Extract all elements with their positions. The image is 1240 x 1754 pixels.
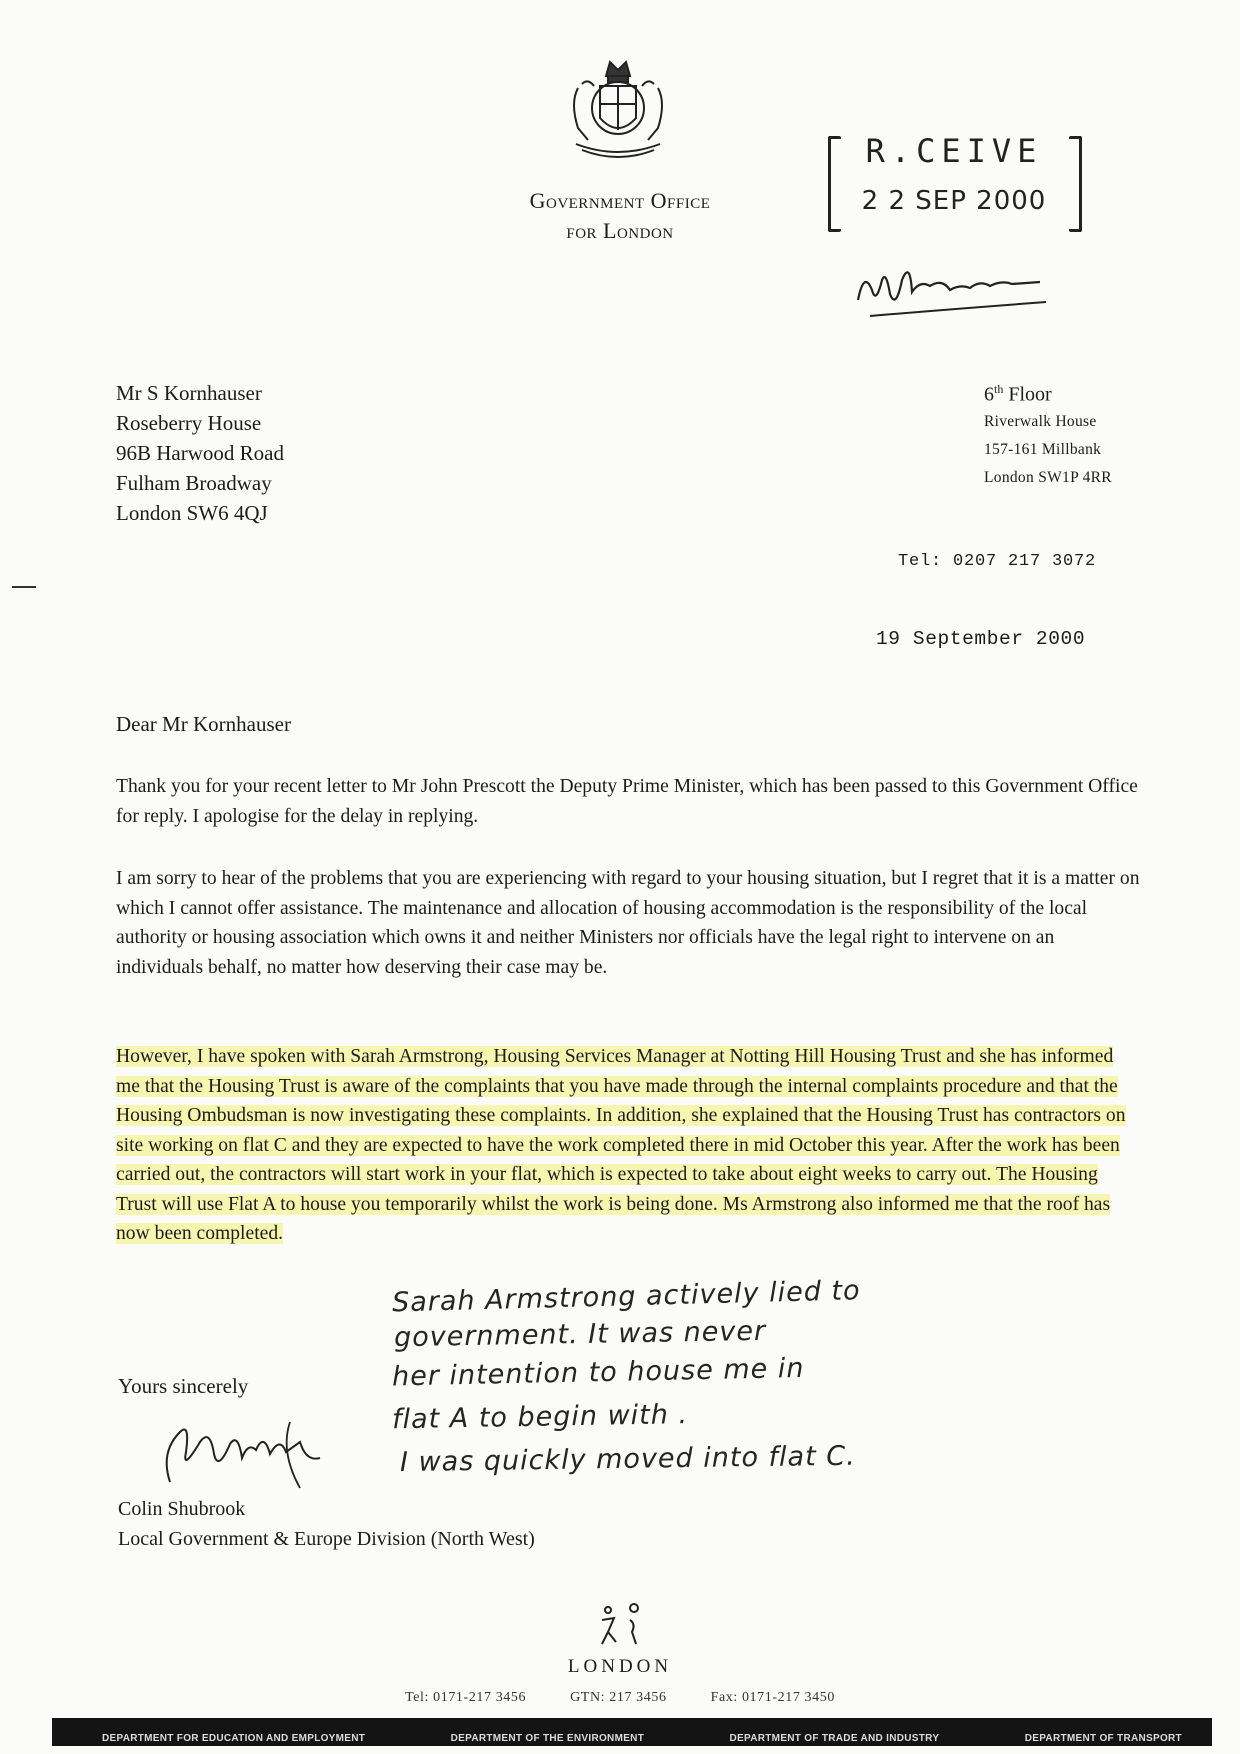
footer-department: DEPARTMENT OF THE ENVIRONMENT	[450, 1733, 645, 1744]
stamp-received-word: R.CEIVE	[865, 132, 1043, 170]
salutation: Dear Mr Kornhauser	[116, 712, 291, 736]
floor-suffix: th	[994, 382, 1004, 396]
recipient-line: Roseberry House	[116, 411, 262, 435]
paragraph-2: I am sorry to hear of the problems that you are experiencing with regard to your housing situation, but I regret that it is a matter on which I cannot offer assistance. The maintenance and allocation of housing accommodation is the responsibility of the local authority or housing association which owns it and neither Ministers nor officials have the legal right to intervene on an individuals behalf, no matter how deserving their case may be.	[116, 868, 1140, 978]
government-office-name	[420, 186, 820, 246]
footer-fax: Fax: 0171-217 3450	[710, 1690, 835, 1705]
footer-city: LONDON	[567, 1656, 673, 1677]
paragraph-3-highlighted	[116, 1042, 1142, 1249]
sender-line: 157-161 Millbank	[984, 440, 1102, 458]
signer-division: Local Government & Europe Division (North West)	[118, 1528, 535, 1550]
office-line-2: for London	[566, 218, 674, 243]
footer-department: DEPARTMENT FOR EDUCATION AND EMPLOYMENT	[102, 1733, 366, 1744]
sender-line: London SW1P 4RR	[984, 468, 1112, 486]
office-line-1: Government Office	[529, 188, 711, 213]
sender-address	[984, 376, 1112, 492]
closing: Yours sincerely	[118, 1374, 249, 1398]
handwritten-signature-icon	[130, 1392, 340, 1502]
floor-word: Floor	[1003, 383, 1052, 406]
footer-contacts	[300, 1690, 940, 1706]
recipient-address	[116, 378, 284, 528]
sender-floor	[984, 376, 1112, 408]
paragraph-1: Thank you for your recent letter to Mr John Prescott the Deputy Prime Minister, which has been passed to this Government Office for reply. I apologise for the delay in replying.	[116, 776, 1138, 827]
fold-mark	[12, 586, 36, 588]
signer-block	[118, 1494, 535, 1554]
stamp-date: 2 2 SEP 2000	[861, 186, 1047, 216]
footer-tel: Tel: 0171-217 3456	[405, 1690, 527, 1705]
handwritten-note-line: Sarah Armstrong actively lied to	[391, 1275, 861, 1319]
footer-department: DEPARTMENT OF TRADE AND INDUSTRY	[729, 1733, 940, 1744]
footer-gtn: GTN: 217 3456	[570, 1690, 667, 1705]
recipient-line: Mr S Kornhauser	[116, 381, 262, 405]
stamp-bracket-right	[1069, 136, 1082, 232]
handwritten-note-line: her intention to house me in	[391, 1352, 805, 1393]
sender-line: Riverwalk House	[984, 412, 1097, 430]
royal-coat-of-arms-icon	[548, 48, 688, 168]
signer-name: Colin Shubrook	[118, 1498, 246, 1520]
stamp-bracket-left	[828, 136, 841, 232]
recipient-line: 96B Harwood Road	[116, 441, 284, 465]
letter-date: 19 September 2000	[876, 628, 1086, 650]
london-logo-icon	[590, 1600, 650, 1650]
highlighted-text: However, I have spoken with Sarah Armstrong, Housing Services Manager at Notting Hill Housing Trust and she has informed me that the Housing Trust is aware of the complaints that you have made through the internal complaints procedure and that the Housing Ombudsman is now investigating these complaints. In addition, she explained that the Housing Trust has contractors on site working on flat C and they are expected to have the work completed there in mid October this year. After the work has been carried out, the contractors will start work in your flat, which is expected to take about eight weeks to carry out. The Housing Trust will use Flat A to house you temporarily whilst the work is being done. Ms Armstrong also informed me that the roof has now been completed.	[116, 1046, 1126, 1244]
footer-department: DEPARTMENT OF TRANSPORT	[1024, 1733, 1182, 1744]
handwritten-note-line: flat A to begin with .	[391, 1399, 689, 1436]
stamp-initials-signature-icon	[850, 250, 1070, 330]
received-stamp	[820, 128, 1090, 236]
recipient-line: London SW6 4QJ	[116, 501, 268, 525]
footer-departments-band	[52, 1718, 1212, 1746]
recipient-line: Fulham Broadway	[116, 471, 272, 495]
floor-number: 6	[984, 383, 994, 406]
handwritten-note-line: government. It was never	[393, 1315, 767, 1354]
handwritten-note-line: I was quickly moved into flat C.	[399, 1440, 856, 1479]
sender-telephone: Tel: 0207 217 3072	[898, 552, 1097, 571]
